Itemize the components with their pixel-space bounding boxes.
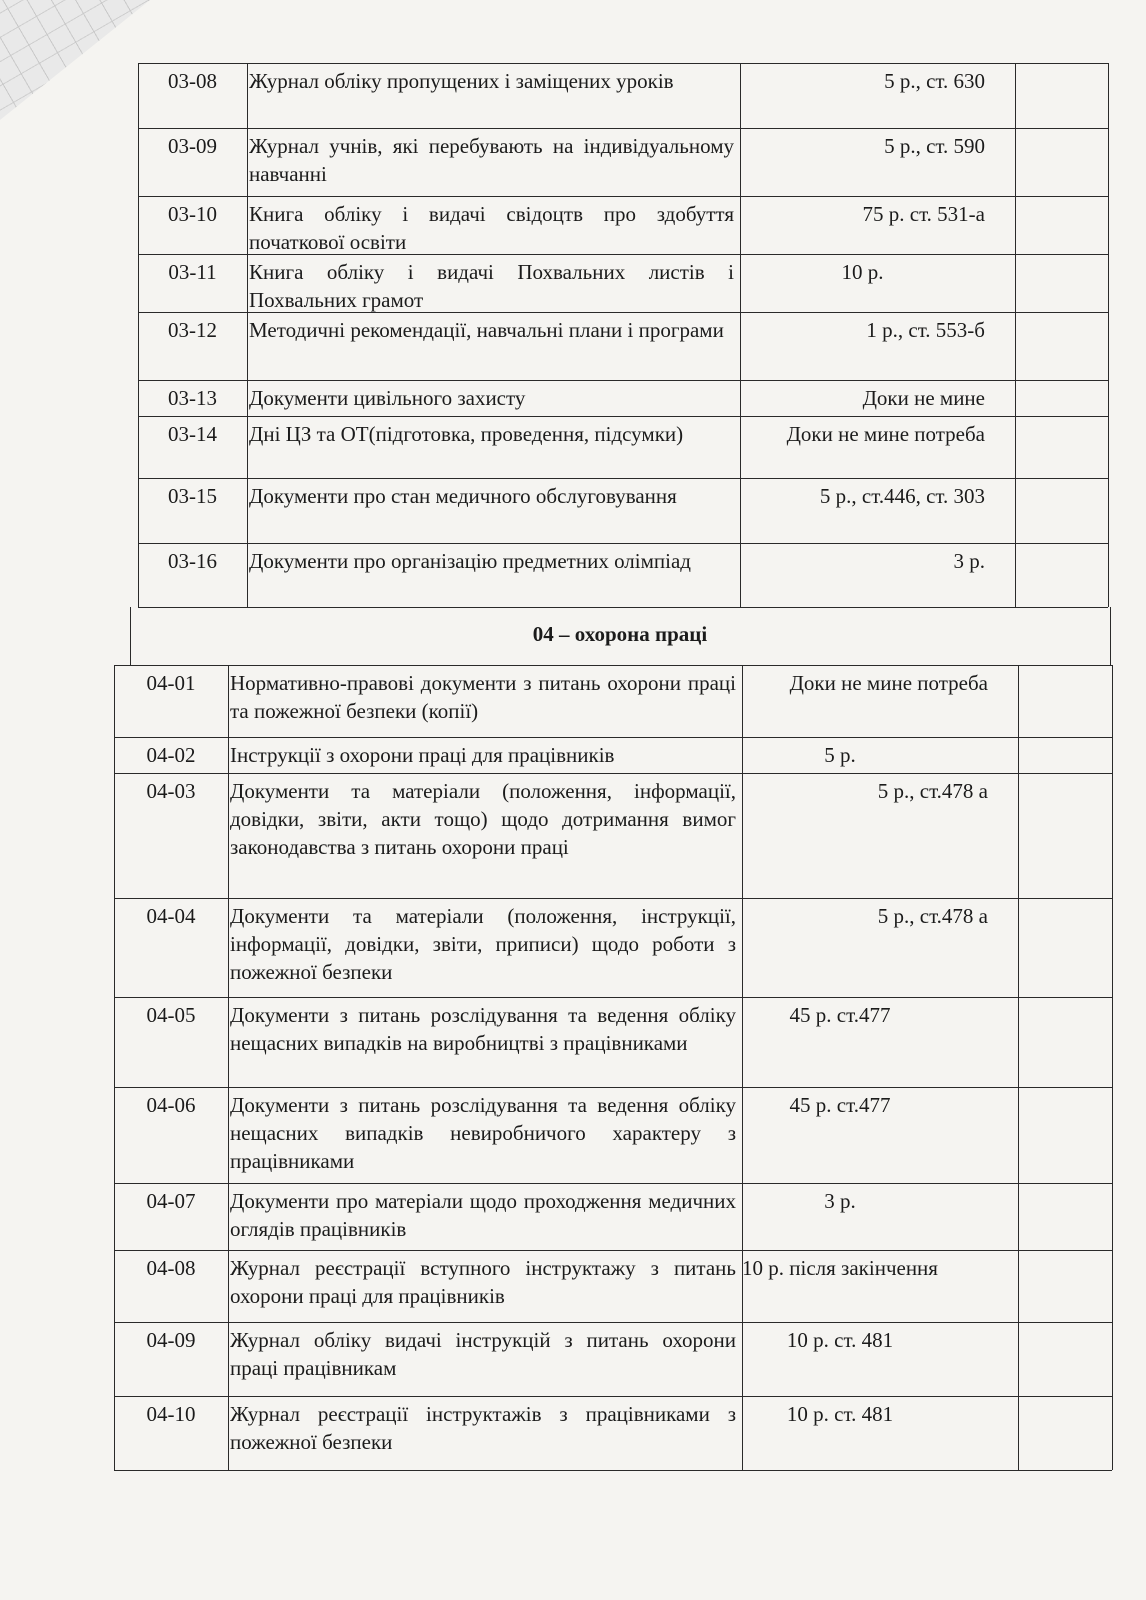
bottom-row-code-cell: 04-05: [146, 1003, 196, 1027]
bottom-row-code-cell: 04-08: [146, 1256, 196, 1280]
section-left-border: [130, 607, 131, 665]
top-row-hline: [138, 478, 1108, 479]
top-row-code-cell: 03-09: [168, 134, 217, 158]
top-row-code-cell: 03-15: [168, 484, 217, 508]
top-row-period-cell: 1 р., ст. 553-б: [866, 318, 985, 342]
bottom-row-hline: [114, 1322, 1112, 1323]
bottom-row-name-cell: Документи з питань розслідування та ведення обліку нещасних випадків невиробничого характеру з працівниками: [230, 1093, 736, 1173]
top-row-name-cell: Журнал учнів, які перебувають на індивідуальному навчанні: [249, 134, 734, 186]
bottom-row-hline: [114, 665, 1112, 666]
bottom-row-name-cell: Журнал реєстрації вступного інструктажу з питань охорони праці для працівників: [230, 1256, 736, 1308]
bottom-row-period-cell: 5 р., ст.478 а: [877, 904, 988, 928]
top-row-hline: [138, 196, 1108, 197]
bottom-row-name-cell: Журнал реєстрації інструктажів з працівниками з пожежної безпеки: [230, 1402, 736, 1454]
bottom-row-name-cell: Журнал обліку видачі інструкцій з питань охорони праці працівникам: [230, 1328, 736, 1380]
bottom-row-name-cell: Документи про матеріали щодо проходження медичних оглядів працівників: [230, 1189, 736, 1241]
bottom-row-name-cell: Інструкції з охорони праці для працівників: [230, 743, 615, 767]
bottom-row-period-cell: 10 р. ст. 481: [786, 1402, 894, 1426]
top-row-vline: [247, 63, 248, 607]
bottom-row-hline: [114, 1470, 1112, 1471]
section-title: 04 – охорона праці: [532, 622, 708, 646]
bottom-row-vline: [1018, 665, 1019, 1470]
bottom-row-code-cell: 04-10: [146, 1402, 196, 1426]
top-row-hline: [138, 380, 1108, 381]
top-row-name-cell: Документи про стан медичного обслуговування: [249, 484, 677, 508]
bottom-row-period-cell: 10 р. після закінчення: [742, 1256, 938, 1280]
top-row-period-cell: 5 р., ст.446, ст. 303: [819, 484, 985, 508]
bottom-row-period-cell: 5 р.: [824, 743, 856, 767]
top-row-vline: [1015, 63, 1016, 607]
top-row-name-cell: Книга обліку і видачі Похвальних листів і Похвальних грамот: [249, 260, 734, 312]
bottom-row-hline: [114, 1183, 1112, 1184]
bottom-row-period-cell: 5 р., ст.478 а: [877, 779, 988, 803]
bottom-row-period-cell: 45 р. ст.477: [789, 1003, 891, 1027]
bottom-row-name-cell: Нормативно-правові документи з питань охорони праці та пожежної безпеки (копії): [230, 671, 736, 723]
top-row-period-cell: Доки не мине потреба: [786, 422, 985, 446]
bottom-row-period-cell: Доки не мине потреба: [789, 671, 988, 695]
bottom-row-hline: [114, 1087, 1112, 1088]
top-row-hline: [138, 416, 1108, 417]
bottom-row-hline: [114, 773, 1112, 774]
section-right-border: [1110, 607, 1111, 665]
top-row-hline: [138, 63, 1108, 64]
bottom-row-hline: [114, 1250, 1112, 1251]
bottom-row-period-cell: 10 р. ст. 481: [786, 1328, 894, 1352]
top-row-period-cell: 5 р., ст. 630: [884, 69, 985, 93]
bottom-row-code-cell: 04-02: [146, 743, 196, 767]
bottom-row-vline: [1112, 665, 1113, 1470]
bottom-row-period-cell: 3 р.: [824, 1189, 856, 1213]
top-row-name-cell: Документи про організацію предметних олімпіад: [249, 549, 691, 573]
bottom-row-code-cell: 04-04: [146, 904, 196, 928]
top-row-code-cell: 03-11: [168, 260, 217, 284]
top-row-code-cell: 03-10: [168, 202, 217, 226]
bottom-row-name-cell: Документи та матеріали (положення, інформації, довідки, звіти, акти тощо) щодо дотримання вимог законодавства з питань охорони праці: [230, 779, 736, 859]
top-row-period-cell: 5 р., ст. 590: [884, 134, 985, 158]
top-row-name-cell: Документи цивільного захисту: [249, 386, 526, 410]
bottom-row-code-cell: 04-09: [146, 1328, 196, 1352]
top-row-name-cell: Журнал обліку пропущених і заміщених уроків: [249, 69, 674, 93]
bottom-row-name-cell: Документи та матеріали (положення, інструкції, інформації, довідки, звіти, приписи) щодо роботи з пожежної безпеки: [230, 904, 736, 984]
top-row-period-cell: 3 р.: [953, 549, 985, 573]
top-row-hline: [138, 128, 1108, 129]
bottom-row-hline: [114, 737, 1112, 738]
top-row-name-cell: Дні ЦЗ та ОТ(підготовка, проведення, підсумки): [249, 422, 684, 446]
top-row-vline: [1108, 63, 1109, 607]
top-row-hline: [138, 607, 1108, 608]
top-row-hline: [138, 543, 1108, 544]
bottom-row-hline: [114, 1396, 1112, 1397]
bottom-row-hline: [114, 898, 1112, 899]
top-row-code-cell: 03-13: [168, 386, 217, 410]
top-row-period-cell: Доки не мине: [862, 386, 985, 410]
bottom-row-hline: [114, 997, 1112, 998]
top-row-period-cell: 10 р.: [841, 260, 884, 284]
bottom-row-period-cell: 45 р. ст.477: [789, 1093, 891, 1117]
top-row-code-cell: 03-16: [168, 549, 217, 573]
bottom-row-name-cell: Документи з питань розслідування та ведення обліку нещасних випадків на виробництві з працівниками: [230, 1003, 736, 1055]
bottom-row-code-cell: 04-07: [146, 1189, 196, 1213]
bottom-row-code-cell: 04-01: [146, 671, 196, 695]
top-row-name-cell: Книга обліку і видачі свідоцтв про здобуття початкової освіти: [249, 202, 734, 254]
top-row-name-cell: Методичні рекомендації, навчальні плани і програми: [249, 318, 724, 342]
bottom-row-vline: [228, 665, 229, 1470]
top-row-period-cell: 75 р. ст. 531-а: [862, 202, 985, 226]
bottom-row-code-cell: 04-06: [146, 1093, 196, 1117]
bottom-row-code-cell: 04-03: [146, 779, 196, 803]
top-row-code-cell: 03-12: [168, 318, 217, 342]
top-row-code-cell: 03-14: [168, 422, 217, 446]
top-row-code-cell: 03-08: [168, 69, 217, 93]
